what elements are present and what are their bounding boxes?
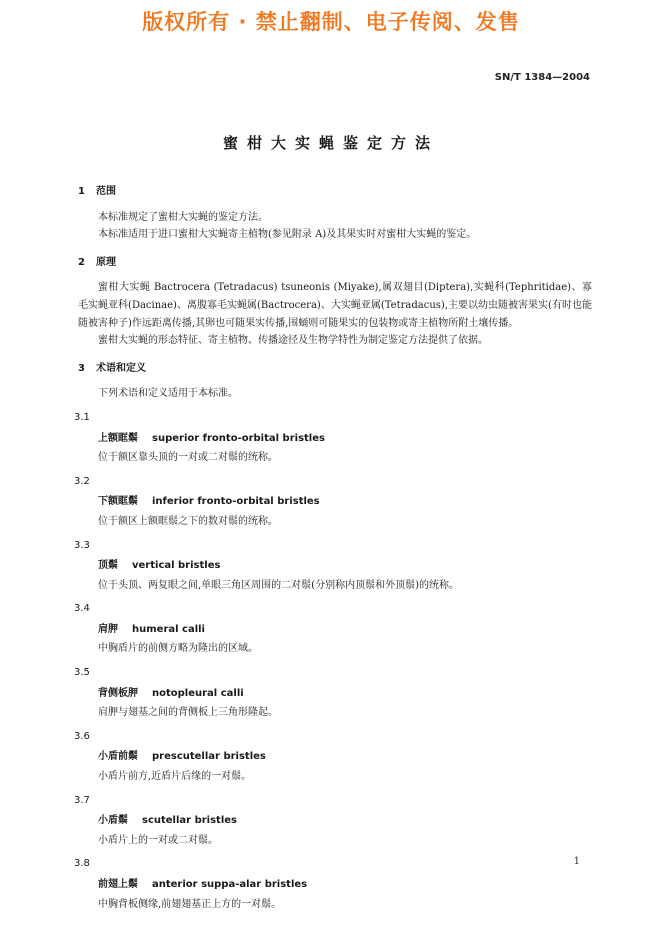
section-heading (78, 183, 592, 201)
document-title: 蜜柑大实蝇鉴定方法 (222, 134, 439, 152)
term-heading (98, 685, 592, 703)
term-number: 3.8 (74, 858, 90, 870)
term-heading (98, 557, 592, 575)
term-heading (98, 621, 592, 639)
section-number: 3 (78, 362, 85, 374)
term-heading (98, 812, 592, 830)
term-definition: 小盾片前方,近盾片后缘的一对鬃。 (98, 771, 252, 783)
term-number: 3.2 (74, 475, 90, 487)
paragraph: 本标准规定了蜜柑大实蝇的鉴定方法。 (98, 211, 268, 223)
section-number: 2 (78, 256, 85, 268)
term-zh: 小盾前鬃 (98, 751, 138, 763)
term-zh: 下额眶鬃 (98, 496, 138, 508)
term-en: inferior fronto-orbital bristles (152, 496, 320, 508)
term-zh: 肩胛 (98, 623, 118, 635)
term-definition: 中胸背板侧缘,前翅翅基正上方的一对鬃。 (98, 898, 282, 910)
term-zh: 顶鬃 (98, 560, 118, 572)
term-number: 3.1 (74, 411, 90, 423)
term-definition: 位于头顶、两复眼之间,单眼三角区周围的二对鬃(分别称内顶鬃和外顶鬃)的统称。 (98, 579, 459, 591)
term-definition: 肩胛与翅基之间的背侧板上三角形隆起。 (98, 707, 278, 719)
paragraph: 下列术语和定义适用于本标准。 (98, 388, 238, 400)
term-en: scutellar bristles (142, 815, 237, 827)
term-number: 3.7 (74, 794, 90, 806)
section-title: 原理 (96, 256, 116, 268)
section-heading (78, 254, 592, 272)
term-heading (98, 748, 592, 766)
term-en: superior fronto-orbital bristles (152, 432, 325, 444)
standard-number: SN/T 1384—2004 (494, 72, 590, 83)
term-zh: 前翅上鬃 (98, 879, 138, 890)
section-number: 1 (78, 186, 85, 197)
paragraph: 蜜柑大实蝇的形态特征、寄主植物、传播途径及生物学特性为制定鉴定方法提供了依据。 (98, 335, 488, 347)
term-zh: 小盾鬃 (98, 815, 128, 827)
term-number: 3.4 (74, 603, 90, 615)
section-heading (78, 360, 592, 378)
term-heading (98, 493, 592, 511)
document-body (74, 183, 592, 913)
term-en: anterior suppa-alar bristles (152, 879, 308, 890)
watermark-banner: 版权所有 · 禁止翻制、电子传阅、发售 (142, 10, 520, 34)
term-heading (98, 430, 592, 448)
section-title: 范围 (96, 186, 116, 197)
term-definition: 位于额区上额眶鬃之下的数对鬃的统称。 (98, 515, 278, 527)
term-en: notopleural calli (152, 687, 244, 699)
term-definition: 小盾片上的一对或二对鬃。 (98, 834, 218, 846)
term-en: humeral calli (132, 623, 205, 635)
term-en: vertical bristles (132, 560, 221, 572)
term-number: 3.6 (74, 730, 90, 742)
term-zh: 背侧板胛 (98, 687, 138, 699)
term-definition: 位于额区靠头顶的一对或二对鬃的统称。 (98, 452, 278, 464)
paragraph: 蜜柑大实蝇 Bactrocera (Tetradacus) tsuneonis (Miyake),属双翅目(Diptera),实蝇科(Tephritidae)、寡毛实蝇亚科(Dacinae)、离腹寡毛实蝇属(Bactrocera)、大实蝇亚属(Tetradacus),主要以幼虫随被害果实(有时也能随被害种子)作远距离传播,其卵也可随果实传播,围蛹则可随果实的包装物或寄主植物所附土壤传播。 (78, 282, 592, 329)
term-number: 3.5 (74, 667, 90, 679)
section-title: 术语和定义 (96, 362, 146, 374)
paragraph: 本标准适用于进口蜜柑大实蝇寄主植物(参见附录 A)及其果实时对蜜柑大实蝇的鉴定。 (98, 229, 477, 241)
term-en: prescutellar bristles (152, 751, 266, 763)
term-definition: 中胸盾片的前侧方略为隆出的区域。 (98, 643, 258, 655)
term-number: 3.3 (74, 539, 90, 551)
term-zh: 上额眶鬃 (98, 432, 138, 444)
page-number: 1 (573, 856, 580, 867)
term-heading (98, 876, 592, 894)
